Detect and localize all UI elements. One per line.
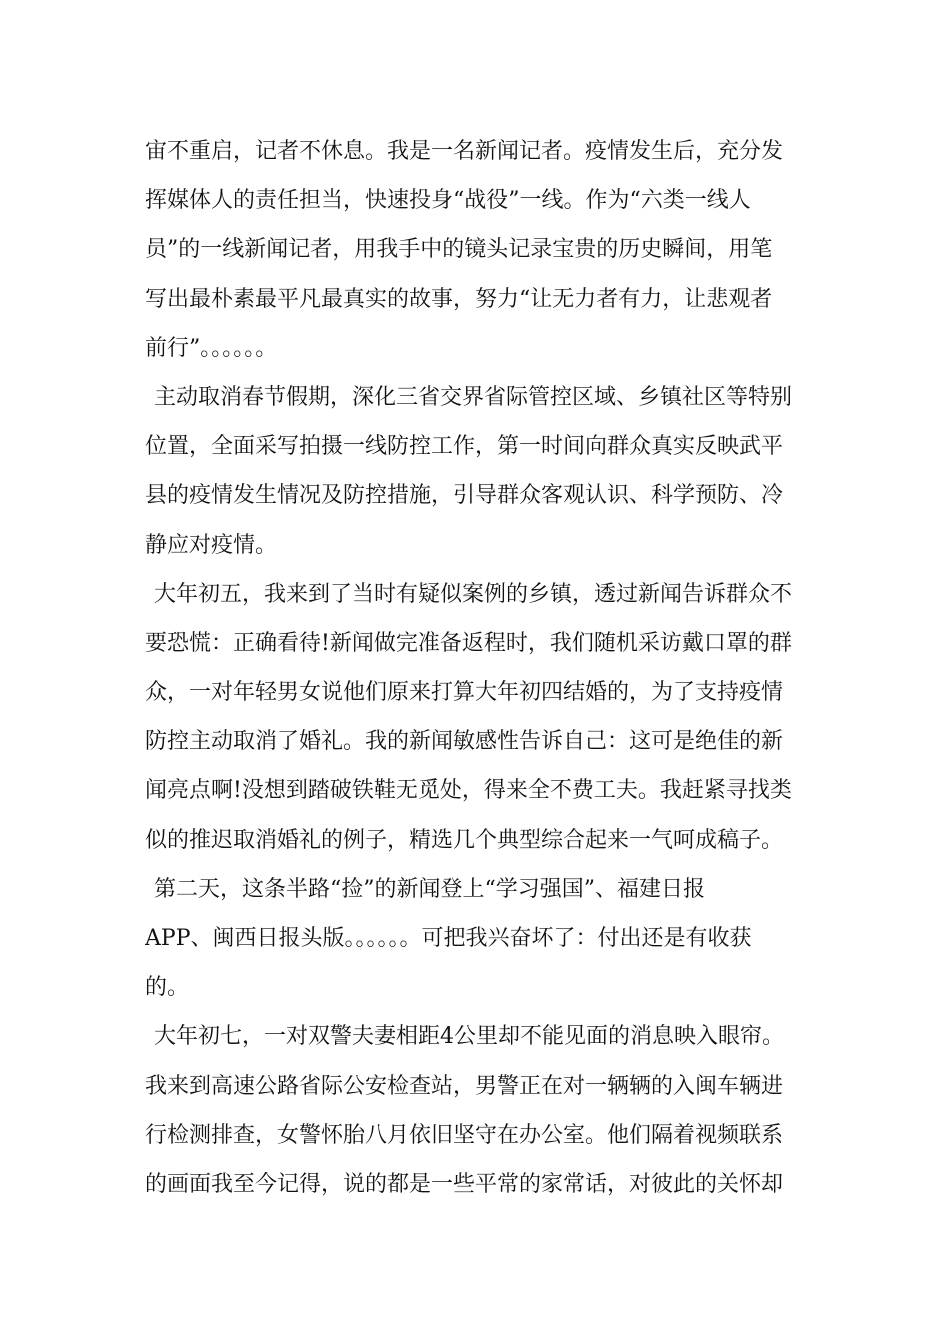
- text-line: 众，一对年轻男女说他们原来打算大年初四结婚的，为了支持疫情: [145, 680, 784, 706]
- text-line: 第二天，这条半路“捡”的新闻登上“学习强国”、福建日报: [154, 876, 705, 902]
- text-line: 挥媒体人的责任担当，快速投身“战役”一线。作为“六类一线人: [145, 188, 751, 214]
- text-line: 大年初七，一对双警夫妻相距4公里却不能见面的消息映入眼帘。: [154, 1024, 784, 1050]
- text-line: 要恐慌：正确看待!新闻做完准备返程时，我们随机采访戴口罩的群: [145, 630, 792, 656]
- text-line: APP、闽西日报头版。。。。。。可把我兴奋坏了：付出还是有收获: [145, 926, 752, 951]
- text-line: 似的推迟取消婚礼的例子，精选几个典型综合起来一气呵成稿子。: [145, 827, 784, 853]
- text-line: 防控主动取消了婚礼。我的新闻敏感性告诉自己：这可是绝佳的新: [145, 729, 784, 755]
- text-line: 员”的一线新闻记者，用我手中的镜头记录宝贵的历史瞬间，用笔: [145, 237, 773, 263]
- text-line: 的。: [145, 975, 190, 1001]
- text-line: 县的疫情发生情况及防控措施，引导群众客观认识、科学预防、冷: [145, 483, 784, 509]
- paragraph-3: [145, 570, 807, 865]
- paragraph-5: [145, 1012, 807, 1209]
- text-line: 大年初五，我来到了当时有疑似案例的乡镇，透过新闻告诉群众不: [154, 581, 793, 607]
- text-line: 的画面我至今记得，说的都是一些平常的家常话，对彼此的关怀却: [145, 1171, 784, 1197]
- paragraph-2: [145, 373, 807, 570]
- text-line: 闻亮点啊!没想到踏破铁鞋无觅处，得来全不费工夫。我赶紧寻找类: [145, 778, 792, 804]
- text-line: 主动取消春节假期，深化三省交界省际管控区域、乡镇社区等特别: [154, 384, 793, 410]
- text-line: 写出最朴素最平凡最真实的故事，努力“让无力者有力，让悲观者: [145, 286, 773, 312]
- text-line: 位置，全面采写拍摄一线防控工作，第一时间向群众真实反映武平: [145, 434, 784, 460]
- text-line: 前行”。。。。。。: [145, 335, 278, 361]
- text-line: 静应对疫情。: [145, 532, 278, 558]
- paragraph-4: [145, 865, 807, 1013]
- text-line: 宙不重启，记者不休息。我是一名新闻记者。疫情发生后，充分发: [145, 139, 784, 164]
- text-line: 我来到高速公路省际公安检查站，男警正在对一辆辆的入闽车辆进: [145, 1073, 784, 1099]
- document-body: [145, 127, 807, 1209]
- paragraph-1: [145, 127, 807, 373]
- text-line: 行检测排查，女警怀胎八月依旧坚守在办公室。他们隔着视频联系: [145, 1122, 784, 1148]
